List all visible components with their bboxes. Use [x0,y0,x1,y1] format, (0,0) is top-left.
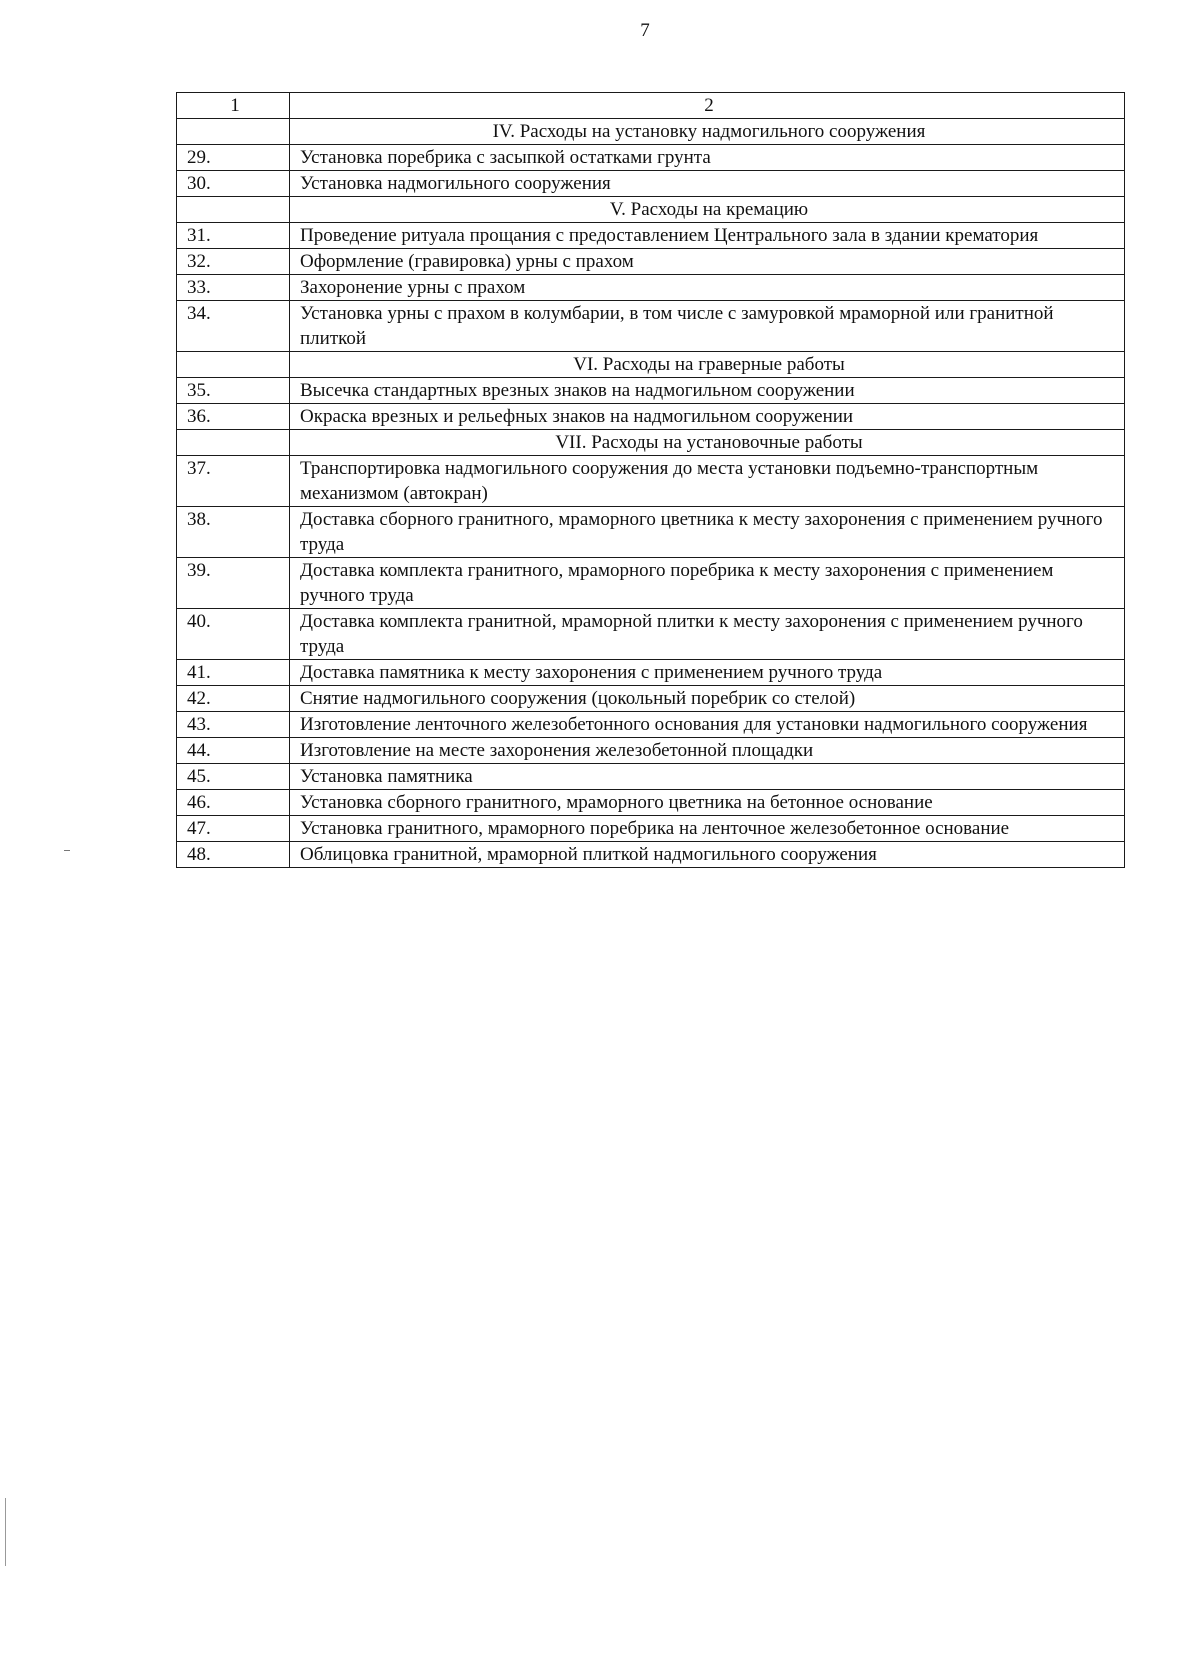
row-description: Проведение ритуала прощания с предоставлением Центрального зала в здании крематория [290,223,1125,249]
row-description: Установка гранитного, мраморного поребрика на ленточное железобетонное основание [290,816,1125,842]
section-title: VII. Расходы на установочные работы [290,430,1125,456]
row-description: Установка сборного гранитного, мраморного цветника на бетонное основание [290,790,1125,816]
table-row [177,223,1125,249]
table-row [177,301,1125,352]
table-row [177,816,1125,842]
row-description: Изготовление на месте захоронения железобетонной площадки [290,738,1125,764]
table-row [177,764,1125,790]
row-description: Транспортировка надмогильного сооружения до места установки подъемно-транспортным механизмом (автокран) [290,456,1125,507]
row-number: 30. [177,171,290,197]
table-row [177,842,1125,868]
row-number: 35. [177,378,290,404]
row-number: 32. [177,249,290,275]
table-header-row [177,93,1125,119]
row-description: Снятие надмогильного сооружения (цокольный поребрик со стелой) [290,686,1125,712]
row-description: Изготовление ленточного железобетонного основания для установки надмогильного сооружения [290,712,1125,738]
row-description: Установка поребрика с засыпкой остатками грунта [290,145,1125,171]
row-number: 43. [177,712,290,738]
section-title: IV. Расходы на установку надмогильного сооружения [290,119,1125,145]
table-row [177,171,1125,197]
table-row [177,558,1125,609]
expenses-table [176,92,1125,868]
table-row [177,378,1125,404]
table-body [177,93,1125,868]
row-number [177,430,290,456]
section-row [177,119,1125,145]
scan-artifact-dash [64,850,70,851]
table-row [177,249,1125,275]
row-description: Оформление (гравировка) урны с прахом [290,249,1125,275]
table-row [177,456,1125,507]
row-number: 47. [177,816,290,842]
row-description: Доставка комплекта гранитной, мраморной плитки к месту захоронения с применением ручного труда [290,609,1125,660]
row-description: Облицовка гранитной, мраморной плиткой надмогильного сооружения [290,842,1125,868]
row-description: Установка урны с прахом в колумбарии, в том числе с замуровкой мраморной или гранитной плиткой [290,301,1125,352]
row-number: 38. [177,507,290,558]
row-description: Захоронение урны с прахом [290,275,1125,301]
row-number: 34. [177,301,290,352]
row-number: 44. [177,738,290,764]
row-description: Установка памятника [290,764,1125,790]
row-description: Доставка комплекта гранитного, мраморного поребрика к месту захоронения с применением ручного труда [290,558,1125,609]
row-number: 46. [177,790,290,816]
row-number: 39. [177,558,290,609]
row-number: 45. [177,764,290,790]
table-row [177,712,1125,738]
row-description: Доставка памятника к месту захоронения с применением ручного труда [290,660,1125,686]
header-col-1: 1 [177,93,290,119]
table-row [177,275,1125,301]
table-row [177,686,1125,712]
row-number: 31. [177,223,290,249]
table-row [177,660,1125,686]
page-number: 7 [640,20,650,41]
table-row [177,738,1125,764]
row-number [177,197,290,223]
row-number: 41. [177,660,290,686]
row-number: 37. [177,456,290,507]
row-description: Доставка сборного гранитного, мраморного цветника к месту захоронения с применением ручного труда [290,507,1125,558]
table-row [177,404,1125,430]
row-number [177,119,290,145]
header-col-2: 2 [290,93,1125,119]
scan-artifact-mark [5,1498,6,1566]
row-number [177,352,290,378]
section-title: V. Расходы на кремацию [290,197,1125,223]
row-number: 29. [177,145,290,171]
section-row [177,352,1125,378]
row-number: 48. [177,842,290,868]
row-description: Установка надмогильного сооружения [290,171,1125,197]
row-number: 33. [177,275,290,301]
table-row [177,507,1125,558]
table-row [177,145,1125,171]
row-number: 36. [177,404,290,430]
section-title: VI. Расходы на граверные работы [290,352,1125,378]
section-row [177,197,1125,223]
row-description: Окраска врезных и рельефных знаков на надмогильном сооружении [290,404,1125,430]
table-row [177,790,1125,816]
row-number: 40. [177,609,290,660]
row-description: Высечка стандартных врезных знаков на надмогильном сооружении [290,378,1125,404]
section-row [177,430,1125,456]
row-number: 42. [177,686,290,712]
table-row [177,609,1125,660]
